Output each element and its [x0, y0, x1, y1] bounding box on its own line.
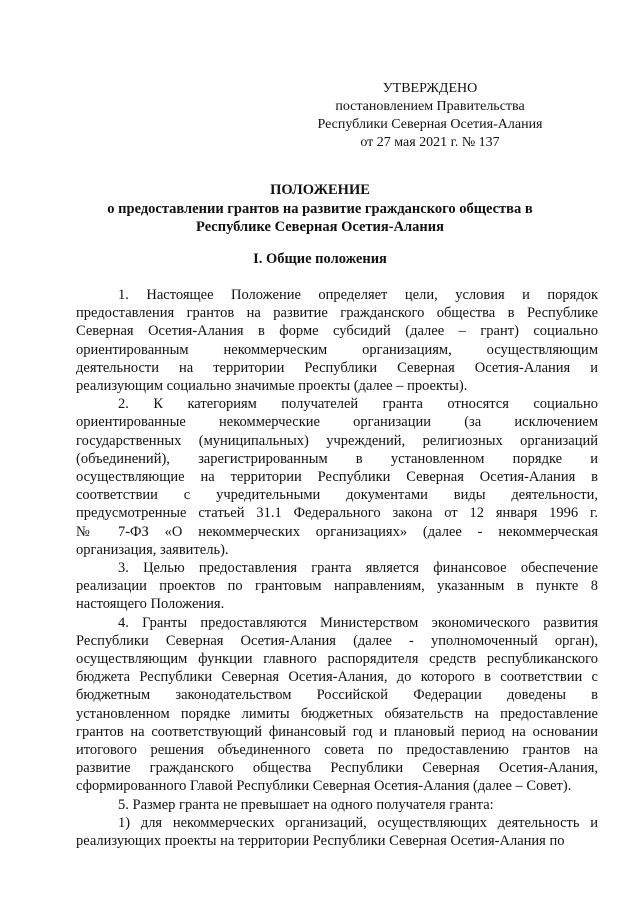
paragraph-line: 2. К категориям получателей гранта относятся социально	[118, 396, 598, 413]
paragraph	[76, 286, 598, 395]
approval-line: постановлением Правительства	[335, 99, 525, 114]
paragraph	[76, 559, 598, 614]
paragraph-line: организация, заявитель).	[76, 541, 229, 558]
paragraph-line: осуществляющие на территории Республики Северная Осетия-Алания в	[76, 469, 598, 486]
paragraph-line: установленном порядке лимиты бюджетных обязательств на предоставление	[76, 705, 598, 722]
section-heading: I. Общие положения	[253, 251, 387, 267]
paragraph-line: 1) для некоммерческих организаций, осуществляющих деятельность и	[118, 814, 598, 831]
paragraph-line: сформированного Главой Республики Северная Осетия-Алания (далее – Совет).	[76, 778, 572, 795]
paragraph	[76, 796, 598, 814]
paragraph	[76, 395, 598, 559]
paragraph-line: ориентированные некоммерческие организации (за исключением	[76, 414, 598, 431]
paragraph-line: предоставления грантов на развитие гражданского общества в Республике	[76, 305, 598, 322]
document-subtitle-line: Республике Северная Осетия-Алания	[196, 219, 444, 235]
paragraph-line: деятельности на территории Республики Северная Осетия-Алания и	[76, 359, 598, 376]
paragraph-line: реализующим социально значимые проекты (далее – проекты).	[76, 378, 468, 395]
paragraph-line: итогового решения объединенного совета по предоставлению грантов на	[76, 742, 598, 759]
paragraph-line: 1. Настоящее Положение определяет цели, условия и порядок	[118, 287, 598, 303]
paragraph-line: № 7-ФЗ «О некоммерческих организациях» (далее - некоммерческая	[76, 523, 598, 540]
approval-line: Республики Северная Осетия-Алания	[317, 117, 543, 132]
document-title: ПОЛОЖЕНИЕ	[270, 182, 370, 198]
paragraph	[76, 614, 598, 796]
paragraph-line: ориентированным некоммерческим организациям, осуществляющим	[76, 341, 598, 358]
approval-line: от 27 мая 2021 г. № 137	[360, 135, 500, 150]
paragraph-line: соответствии с учредительными документами виды деятельности,	[76, 487, 598, 504]
paragraph-line: грантов на соответствующий финансовый год и плановый период на основании	[76, 723, 598, 740]
approval-block	[300, 80, 560, 152]
document-subtitle-line: о предоставлении грантов на развитие гражданского общества в	[107, 201, 533, 217]
paragraph-line: 4. Гранты предоставляются Министерством экономического развития	[118, 614, 598, 631]
paragraph-line: реализующих проекты на территории Республики Северная Осетия-Алания по	[76, 833, 565, 850]
paragraph-line: бюджетным законодательством Российской Федерации доведены в	[76, 687, 598, 704]
approval-line: УТВЕРЖДЕНО	[382, 81, 478, 96]
paragraph-line: бюджета Республики Северная Осетия-Алания, до которого в соответствии с	[76, 669, 598, 686]
paragraph-line: государственных (муниципальных) учреждений, религиозных организаций	[76, 432, 598, 449]
paragraph-line: (объединений), зарегистрированным в установленном порядке и	[76, 450, 598, 467]
paragraph-line: Северная Осетия-Алания в форме субсидий (далее – грант) социально	[76, 323, 598, 340]
document-body	[76, 286, 598, 850]
paragraph-line: 5. Размер гранта не превышает на одного получателя гранта:	[118, 796, 494, 813]
paragraph-line: Республики Северная Осетия-Алания (далее - уполномоченный орган),	[76, 632, 598, 649]
paragraph-line: реализации проектов по грантовым направлениям, указанным в пункте 8	[76, 578, 598, 595]
paragraph-line: предусмотренные статьей 31.1 Федерального закона от 12 января 1996 г.	[76, 505, 598, 522]
paragraph-line: развитие гражданского общества Республики Северная Осетия-Алания,	[76, 760, 598, 777]
paragraph	[76, 814, 598, 850]
paragraph-line: осуществляющим функции главного распорядителя средств республиканского	[76, 651, 598, 668]
paragraph-line: настоящего Положения.	[76, 596, 225, 613]
paragraph-line: 3. Целью предоставления гранта является финансовое обеспечение	[118, 560, 598, 577]
